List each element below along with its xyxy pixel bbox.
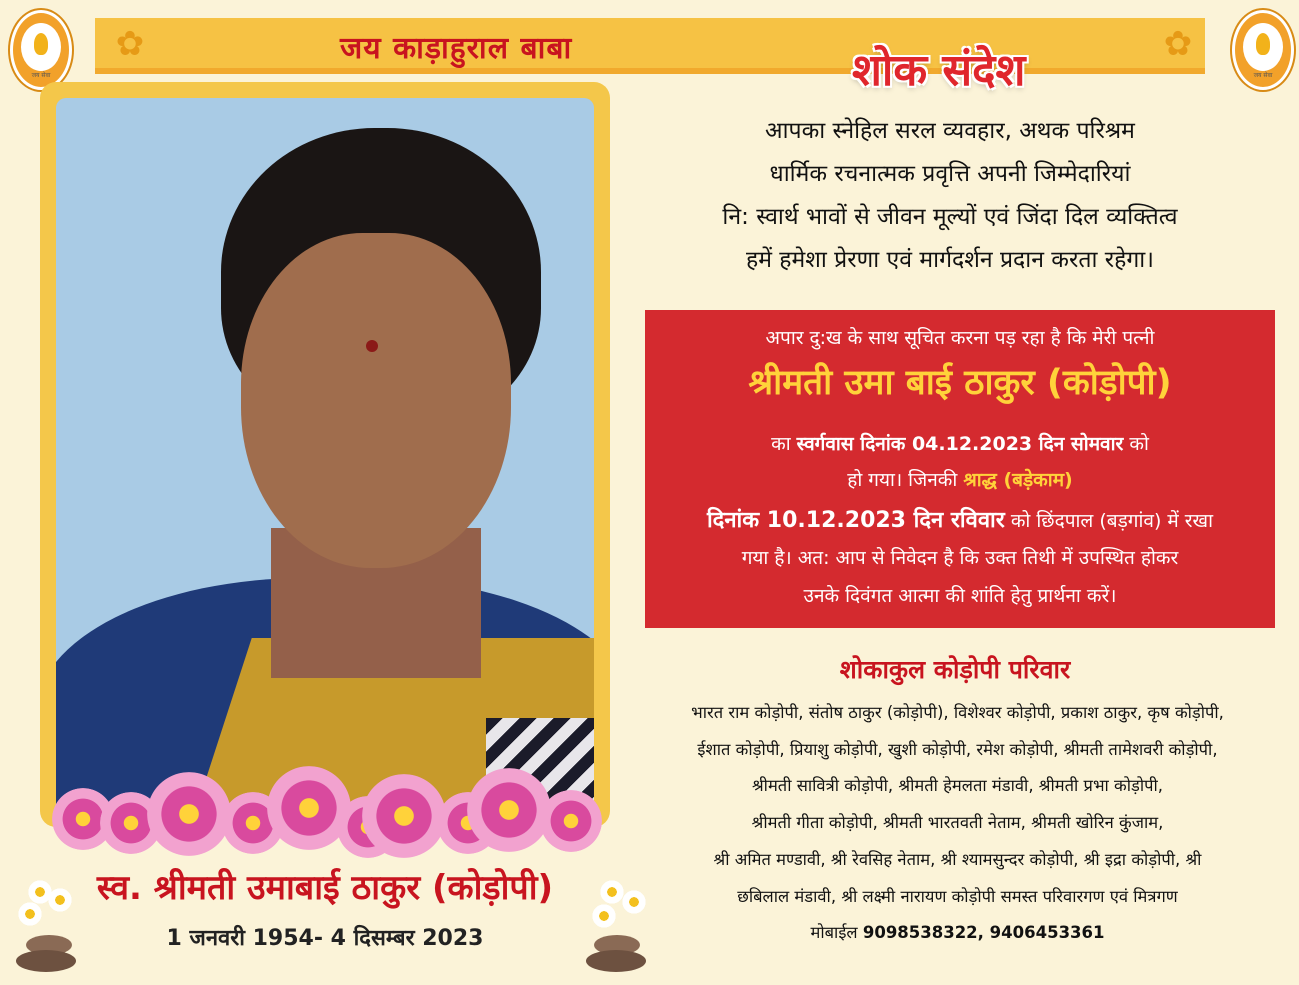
family-line: भारत राम कोड़ोपी, संतोष ठाकुर (कोड़ोपी), विशेश्वर कोड़ोपी, प्रकाश ठाकुर, कृष कोड़ोपी, [691, 703, 1224, 722]
deceased-name: श्रीमती उमा बाई ठाकुर (कोड़ोपी) [748, 363, 1172, 403]
notice-intro: अपार दु:ख के साथ सूचित करना पड़ रहा है कि मेरी पत्नी [765, 327, 1155, 349]
emblem-left-icon: जय सेवा [10, 10, 72, 90]
family-line: श्रीमती गीता कोड़ोपी, श्रीमती भारतवती नेताम, श्रीमती खोरिन कुंजाम, [751, 813, 1164, 832]
family-line: श्री अमित मण्डावी, श्री रेवसिह नेताम, श्री श्यामसुन्दर कोड़ोपी, श्री इद्रा कोड़ोपी, श्री [713, 850, 1202, 869]
tribute-verse [640, 110, 1260, 282]
mobile-numbers: 9098538322, 9406453361 [862, 923, 1105, 942]
notice-line-death: का स्वर्गवास दिनांक 04.12.2023 दिन सोमवार को [771, 433, 1149, 455]
notice-line-shraddh: हो गया। जिनकी श्राद्ध (बड़ेकाम) [847, 469, 1073, 491]
page-title: शोक संदेश [852, 45, 1026, 96]
emblem-right-icon: जय सेवा [1232, 10, 1294, 90]
notice-line-prayer: उनके दिवंगत आत्मा की शांति हेतु प्रार्थना करें। [803, 585, 1117, 607]
notice-line-date: दिनांक 10.12.2023 दिन रविवार को छिंदपाल (बड़गांव) में रखा [706, 508, 1214, 533]
slogan: जय काड़ाहुराल बाबा [340, 31, 573, 66]
flower-right-icon: ✿ [1163, 24, 1193, 64]
family-line: श्रीमती सावित्री कोड़ोपी, श्रीमती हेमलता मंडावी, श्रीमती प्रभा कोड़ोपी, [751, 776, 1163, 795]
mobile-line [635, 920, 1280, 943]
family-line: ईशात कोड़ोपी, प्रियाशु कोड़ोपी, खुशी कोड़ोपी, रमेश कोड़ोपी, श्रीमती तामेशवरी कोड़ोपी, [697, 740, 1218, 759]
flower-left-icon: ✿ [115, 24, 145, 64]
memorial-name: स्व. श्रीमती उमाबाई ठाकुर (कोड़ोपी) [96, 868, 554, 908]
verse-line: धार्मिक रचनात्मक प्रवृत्ति अपनी जिम्मेदारियां [769, 161, 1131, 187]
life-dates: 1 जनवरी 1954- 4 दिसम्बर 2023 [166, 926, 484, 951]
family-line: छबिलाल मंडावी, श्री लक्ष्मी नारायण कोड़ोपी समस्त परिवारगण एवं मित्रगण [737, 887, 1178, 906]
notice-box [645, 310, 1275, 628]
family-title: शोकाकुल कोड़ोपी परिवार [839, 655, 1071, 684]
flower-garland [52, 778, 602, 850]
mobile-label: मोबाईल [810, 923, 858, 942]
verse-line: नि: स्वार्थ भावों से जीवन मूल्यों एवं जिंदा दिल व्यक्तित्व [722, 204, 1178, 230]
verse-line: आपका स्नेहिल सरल व्यवहार, अथक परिश्रम [765, 118, 1135, 144]
verse-line: हमें हमेशा प्रेरणा एवं मार्गदर्शन प्रदान करता रहेगा। [746, 247, 1154, 273]
notice-line-request: गया है। अत: आप से निवेदन है कि उक्त तिथी में उपस्थित होकर [741, 547, 1179, 569]
portrait-photo [56, 98, 594, 813]
incense-left-icon [8, 880, 88, 975]
